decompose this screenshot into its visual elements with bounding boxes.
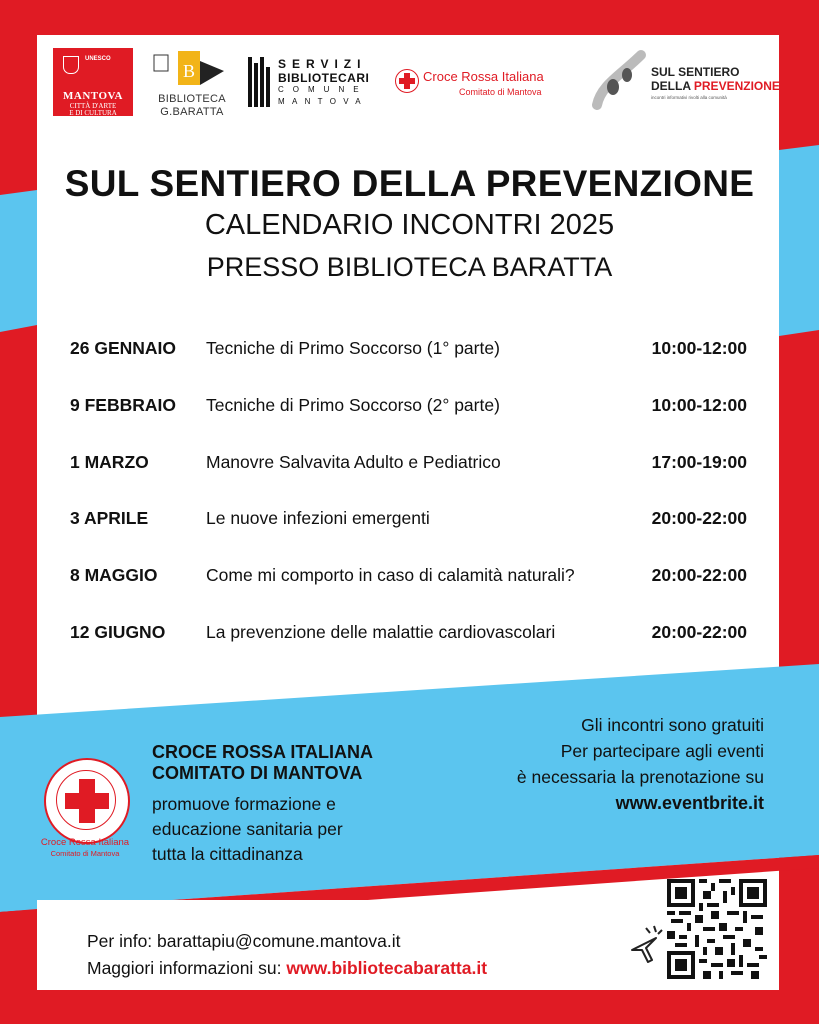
croce-rossa-logo <box>395 67 580 103</box>
event-topic: Le nuove infezioni emergenti <box>206 508 430 528</box>
mantova-logo-title: MANTOVA <box>63 90 123 102</box>
crest-icon <box>63 56 79 74</box>
event-row <box>70 395 750 421</box>
qr-code-icon[interactable] <box>667 879 767 979</box>
website-link[interactable]: www.bibliotecabaratta.it <box>286 958 488 978</box>
eventbrite-link[interactable]: www.eventbrite.it <box>615 793 764 813</box>
event-topic: Manovre Salvavita Adulto e Pediatrico <box>206 452 501 472</box>
event-topic: Tecniche di Primo Soccorso (2° parte) <box>206 395 500 415</box>
event-row <box>70 508 750 534</box>
sentiero-logo-line2: DELLA PREVENZIONE <box>651 79 780 93</box>
event-time: 10:00-12:00 <box>651 338 747 358</box>
event-time: 20:00-22:00 <box>651 622 747 642</box>
biblioteca-logo-line2: G.BARATTA <box>160 106 224 118</box>
email-link[interactable]: barattapiu@comune.mantova.it <box>157 931 401 951</box>
event-topic: Come mi comporto in caso di calamità naturali? <box>206 565 575 585</box>
event-date: 9 FEBBRAIO <box>70 395 176 415</box>
book-icon <box>150 49 234 91</box>
servizi-line4: MANTOVA <box>278 97 368 106</box>
footprints-icon <box>591 45 651 111</box>
biblioteca-logo-line1: BIBLIOTECA <box>158 93 226 105</box>
red-cross-icon <box>395 69 419 93</box>
info-label: Per info: <box>87 931 158 951</box>
poster-location: PRESSO BIBLIOTECA BARATTA <box>206 252 613 282</box>
event-topic: Tecniche di Primo Soccorso (1° parte) <box>206 338 500 358</box>
booking-info: Gli incontri sono gratuiti Per partecipare agli eventi è necessaria la prenotazione su www.eventbrite.it <box>517 712 764 816</box>
event-date: 8 MAGGIO <box>70 565 158 585</box>
servizi-line2: BIBLIOTECARI <box>278 71 370 85</box>
croce-rossa-logo-sub: Comitato di Mantova <box>459 87 542 97</box>
more-info-label: Maggiori informazioni su: <box>87 958 287 978</box>
event-date: 1 MARZO <box>70 452 149 472</box>
unesco-label: UNESCO <box>85 56 111 62</box>
poster-subtitle: CALENDARIO INCONTRI 2025 <box>204 209 615 241</box>
servizi-line3: COMUNE <box>278 85 368 94</box>
event-row <box>70 565 750 591</box>
logo-strip <box>37 35 779 135</box>
emblem-caption: Croce Rossa Italiana <box>40 837 130 848</box>
event-row <box>70 452 750 478</box>
cri-organization-name: CROCE ROSSA ITALIANA COMITATO DI MANTOVA <box>152 742 374 783</box>
croce-rossa-logo-name: Croce Rossa Italiana <box>423 69 544 84</box>
event-row <box>70 338 750 364</box>
event-time: 17:00-19:00 <box>651 452 747 472</box>
footer-info <box>87 928 487 982</box>
mantova-logo <box>53 48 133 116</box>
event-date: 12 GIUGNO <box>70 622 166 642</box>
croce-rossa-emblem-icon <box>44 758 130 844</box>
servizi-bibliotecari-logo <box>248 57 386 113</box>
sul-sentiero-logo <box>591 45 780 117</box>
cri-description: promuove formazione e educazione sanitaria per tutta la cittadinanza <box>152 794 343 864</box>
event-topic: La prevenzione delle malattie cardiovascolari <box>206 622 556 642</box>
event-row <box>70 622 750 648</box>
servizi-line1: SERVIZI <box>278 57 367 71</box>
poster-title: SUL SENTIERO DELLA PREVENZIONE <box>64 163 755 204</box>
cursor-click-icon <box>622 920 670 968</box>
biblioteca-baratta-logo <box>150 49 234 119</box>
event-date: 26 GENNAIO <box>70 338 176 358</box>
event-time: 10:00-12:00 <box>651 395 747 415</box>
event-date: 3 APRILE <box>70 508 149 528</box>
emblem-subcaption: Comitato di Mantova <box>50 849 120 858</box>
event-time: 20:00-22:00 <box>651 508 747 528</box>
mantova-logo-subtitle: CITTÀ D'ARTE E DI CULTURA <box>69 102 117 117</box>
library-shelves-icon <box>248 57 270 107</box>
svg-text:B: B <box>183 61 196 81</box>
sentiero-logo-line1: SUL SENTIERO <box>651 65 740 79</box>
event-time: 20:00-22:00 <box>651 565 747 585</box>
sentiero-logo-tagline: incontri informativi rivolti alla comunità <box>651 95 727 100</box>
